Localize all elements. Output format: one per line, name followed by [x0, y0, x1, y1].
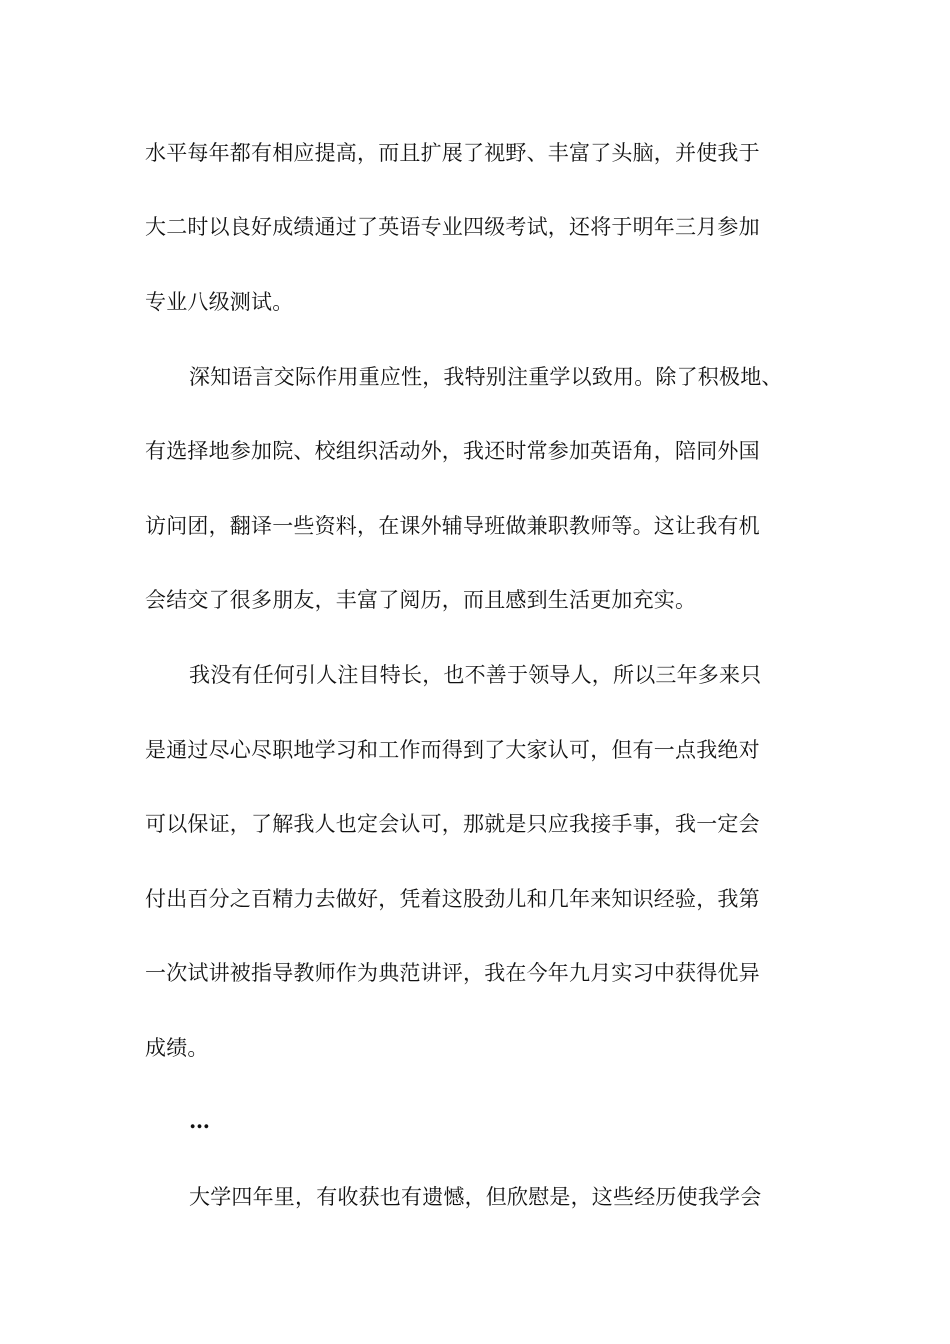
paragraph-line: 深知语言交际作用重应性，我特别注重学以致用。除了积极地、 — [189, 365, 783, 389]
paragraph-line: 专业八级测试。 — [145, 290, 294, 314]
paragraph-line: 访问团，翻译一些资料，在课外辅导班做兼职教师等。这让我有机 — [145, 514, 760, 538]
paragraph-line: 水平每年都有相应提高，而且扩展了视野、丰富了头脑，并使我于 — [145, 141, 760, 165]
paragraph-line: 有选择地参加院、校组织活动外，我还时常参加英语角，陪同外国 — [145, 439, 760, 463]
paragraph-line: 大学四年里，有收获也有遗憾，但欣慰是，这些经历使我学会 — [189, 1185, 762, 1209]
paragraph-line: 会结交了很多朋友，丰富了阅历，而且感到生活更加充实。 — [145, 588, 697, 612]
paragraph-line: 可以保证，了解我人也定会认可，那就是只应我接手事，我一定会 — [145, 812, 760, 836]
paragraph-line: 一次试讲被指导教师作为典范讲评，我在今年九月实习中获得优异 — [145, 961, 760, 985]
paragraph-line: 大二时以良好成绩通过了英语专业四级考试，还将于明年三月参加 — [145, 215, 760, 239]
paragraph-line: 是通过尽心尽职地学习和工作而得到了大家认可，但有一点我绝对 — [145, 738, 760, 762]
paragraph-line: 我没有任何引人注目特长，也不善于领导人，所以三年多来只 — [189, 663, 762, 687]
ellipsis-line: … — [189, 1108, 210, 1133]
paragraph-line: 成绩。 — [145, 1036, 209, 1060]
paragraph-line: 付出百分之百精力去做好，凭着这股劲儿和几年来知识经验，我第 — [145, 887, 760, 911]
